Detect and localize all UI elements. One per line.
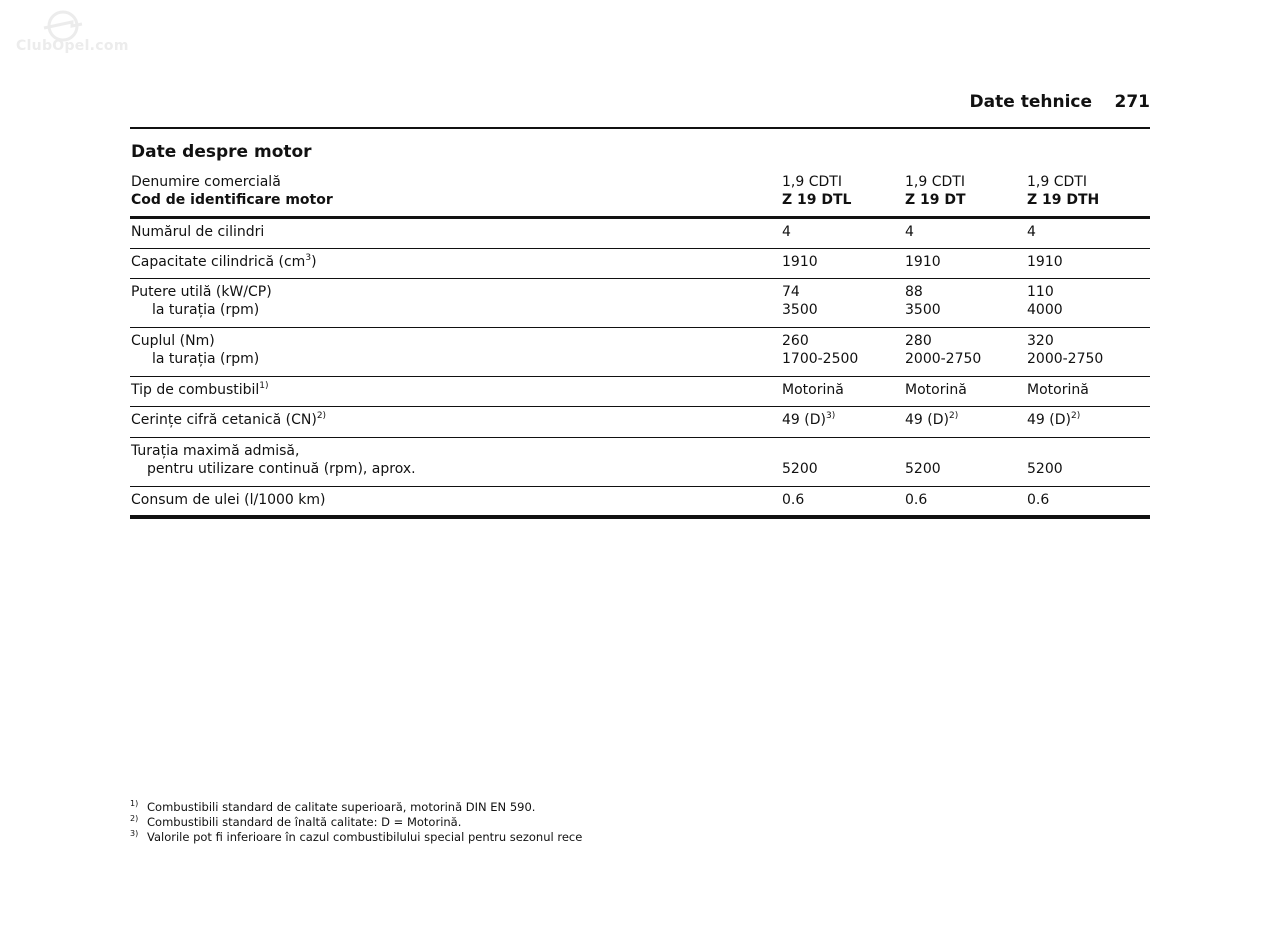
trade-name-label: Denumire comercială [131, 174, 281, 190]
footnote [130, 830, 582, 845]
page-header [130, 90, 1150, 118]
trade-name: 1,9 CDTI [1027, 174, 1087, 190]
cell-value: 0.6 [905, 492, 928, 508]
cell-value [1027, 283, 1063, 319]
section-title: Date tehnice [969, 92, 1092, 112]
row-label-text: Putere utilă (kW/CP) [131, 284, 272, 300]
divider [130, 406, 1150, 407]
value: 74 [782, 284, 800, 300]
table-row-cetane [130, 411, 1150, 435]
cell-value: 4 [1027, 224, 1036, 240]
cell-value: 1910 [1027, 254, 1063, 270]
subvalue: 2000-2750 [1027, 351, 1104, 367]
value: 49 (D) [1027, 412, 1071, 428]
footnote [130, 815, 582, 830]
cell-value: Motorină [1027, 382, 1089, 398]
divider [130, 248, 1150, 249]
watermark-text: ClubOpel.com [16, 38, 129, 54]
value: 280 [905, 333, 932, 349]
cell-value: 5200 [782, 461, 818, 477]
cell-value: Motorină [782, 382, 844, 398]
footnote-marker: 2) [130, 814, 139, 823]
footnote-text: Valorile pot fi inferioare în cazul combustibilului special pentru sezonul rece [147, 830, 583, 844]
header-label-cell [131, 173, 333, 209]
row-label-text: Turația maximă admisă, [131, 443, 300, 459]
row-sublabel: pentru utilizare continuă (rpm), aprox. [147, 461, 416, 477]
cell-value: Motorină [905, 382, 967, 398]
cell-value: 0.6 [782, 492, 805, 508]
footnote-ref: 3) [825, 411, 836, 421]
subvalue: 4000 [1027, 302, 1063, 318]
cell-value: 1910 [905, 254, 941, 270]
cell-value: 0.6 [1027, 492, 1050, 508]
table-row-cylinders [130, 223, 1150, 247]
divider-thick [130, 216, 1150, 219]
cell-value [782, 332, 858, 368]
table-row-fuel [130, 381, 1150, 405]
cell-value [1027, 411, 1080, 429]
engine-data-table [130, 173, 1150, 508]
header-rule [130, 127, 1150, 129]
cell-value: 1910 [782, 254, 818, 270]
row-label: Consum de ulei (l/1000 km) [131, 492, 326, 508]
column-header [782, 173, 851, 209]
table-row-torque [130, 332, 1150, 372]
row-label-text: Capacitate cilindrică (cm [131, 254, 306, 270]
footnote [130, 800, 582, 815]
value: 49 (D) [905, 412, 949, 428]
footnote-text: Combustibili standard de calitate superioară, motorină DIN EN 590. [147, 800, 536, 814]
engine-code: Z 19 DTH [1027, 192, 1100, 208]
footnote-marker: 1) [130, 799, 139, 808]
divider [130, 376, 1150, 377]
cell-value [782, 283, 818, 319]
divider [130, 437, 1150, 438]
value: 320 [1027, 333, 1054, 349]
row-label-text: Cerințe cifră cetanică (CN) [131, 412, 317, 428]
cell-value: 4 [905, 224, 914, 240]
row-label-text: Cuplul (Nm) [131, 333, 215, 349]
cell-value: 5200 [1027, 461, 1063, 477]
subvalue: 1700-2500 [782, 351, 859, 367]
row-label-suffix: ) [311, 254, 317, 270]
value: 110 [1027, 284, 1054, 300]
row-label [131, 411, 326, 429]
table-row-oil-consumption [130, 491, 1150, 515]
trade-name: 1,9 CDTI [905, 174, 965, 190]
footnote-ref: 2) [948, 411, 959, 421]
engine-code: Z 19 DTL [782, 192, 852, 208]
row-label [131, 283, 272, 319]
value: 260 [782, 333, 809, 349]
subvalue: 2000-2750 [905, 351, 982, 367]
row-label [131, 381, 269, 399]
row-label-text: Tip de combustibil [131, 382, 260, 398]
divider [130, 278, 1150, 279]
subvalue: 3500 [905, 302, 941, 318]
cell-value [905, 332, 981, 368]
row-label [131, 442, 416, 478]
subvalue: 3500 [782, 302, 818, 318]
cell-value [905, 283, 941, 319]
engine-code-label: Cod de identificare motor [131, 192, 333, 208]
table-row-max-speed [130, 442, 1150, 482]
divider [130, 327, 1150, 328]
row-label [131, 253, 317, 271]
row-sublabel: la turația (rpm) [152, 302, 260, 318]
engine-code: Z 19 DT [905, 192, 966, 208]
footnotes [130, 800, 582, 845]
footnote-ref: 2) [1070, 411, 1081, 421]
value: 49 (D) [782, 412, 826, 428]
cell-value [905, 411, 958, 429]
table-row-power [130, 283, 1150, 323]
divider [130, 486, 1150, 487]
cell-value: 4 [782, 224, 791, 240]
footnote-ref: 1) [259, 381, 269, 391]
footnote-ref: 2) [316, 411, 327, 421]
column-header [905, 173, 966, 209]
trade-name: 1,9 CDTI [782, 174, 842, 190]
watermark [14, 8, 129, 58]
cell-value [1027, 332, 1103, 368]
row-label [131, 332, 259, 368]
table-title: Date despre motor [131, 142, 312, 162]
row-label: Numărul de cilindri [131, 224, 265, 240]
cell-value: 5200 [905, 461, 941, 477]
row-sublabel: la turația (rpm) [152, 351, 260, 367]
superscript: 3 [305, 253, 312, 263]
column-header [1027, 173, 1099, 209]
cell-value [782, 411, 835, 429]
footnote-marker: 3) [130, 829, 139, 838]
table-row-displacement [130, 253, 1150, 277]
table-bottom-rule [130, 515, 1150, 519]
value: 88 [905, 284, 923, 300]
footnote-text: Combustibili standard de înaltă calitate: D = Motorină. [147, 815, 462, 829]
table-header-row [130, 173, 1150, 218]
page-number: 271 [1114, 92, 1150, 112]
